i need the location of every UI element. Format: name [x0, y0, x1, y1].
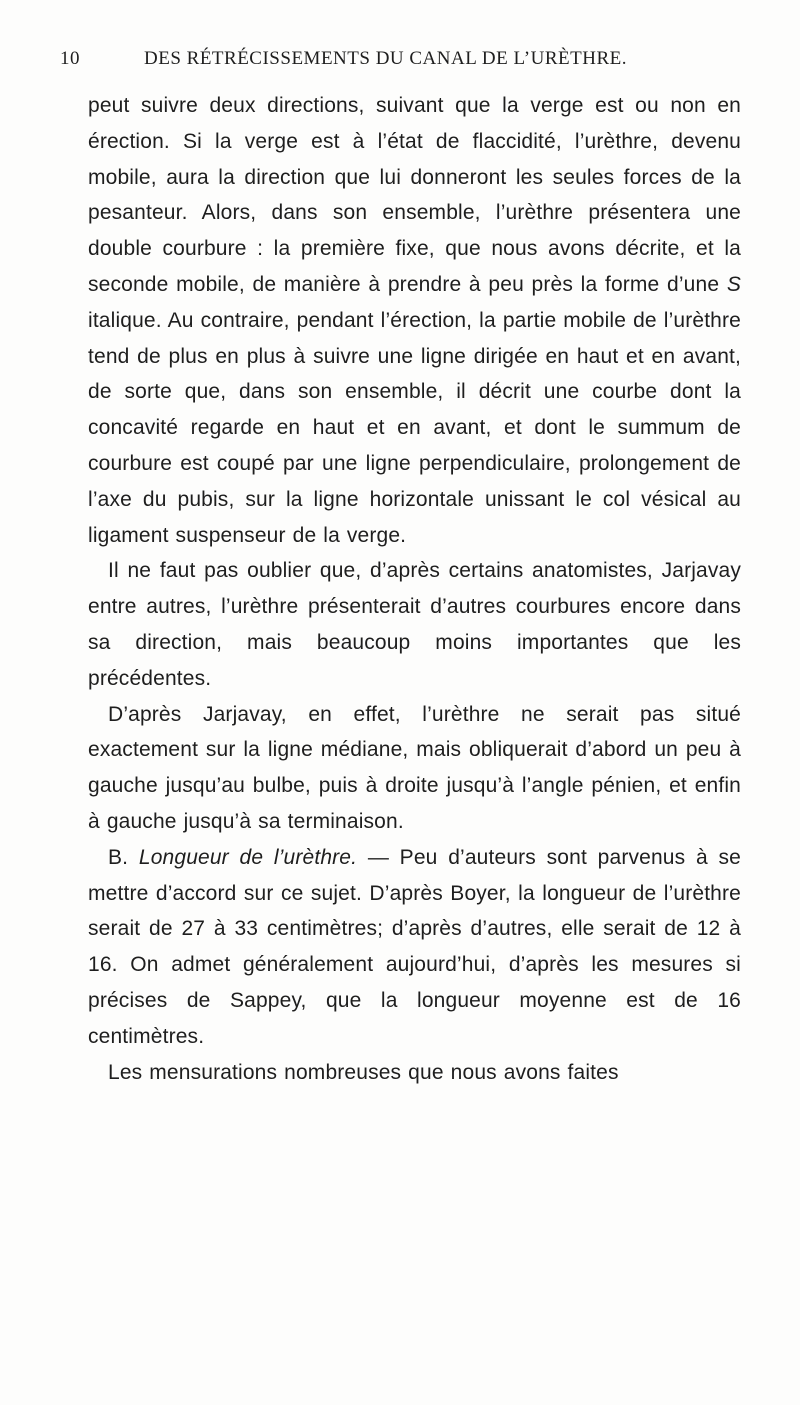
section-label: B. [108, 845, 129, 869]
paragraph-text: D’après Jarjavay, en effet, l’urèthre ne serait pas situé exactement sur la ligne médiane, mais obliquerait d’abord un peu à gauche jusqu’au bulbe, puis à droite jusqu’à l’angle pénien, et enfin à gauche jusqu’à sa terminaison. [88, 702, 741, 833]
page-number: 10 [60, 48, 80, 69]
paragraph-jarjavay-detail [88, 697, 741, 840]
paragraph-longueur [88, 840, 741, 1055]
paragraph-text-after: italique. Au contraire, pendant l’érection, la partie mobile de l’urèthre tend de plus en plus à suivre une ligne dirigée en haut et en avant, de sorte que, dans son ensemble, il décrit une courbe dont la concavité regarde en haut et en avant, et dont le summum de courbure est coupé par une ligne perpendiculaire, prolongement de l’axe du pubis, sur la ligne horizontale unissant le col vésical au ligament suspenseur de la verge. [88, 308, 741, 547]
paragraph-text: peut suivre deux directions, suivant que la verge est ou non en érection. Si la verge est à l’état de flaccidité, l’urèthre, devenu mobile, aura la direction que lui donneront les seules forces de la pesanteur. Alors, dans son ensemble, l’urèthre présentera une double courbure : la première fixe, que nous avons décrite, et la seconde mobile, de manière à prendre à peu près la forme d’une [88, 94, 741, 296]
paragraph-text: Il ne faut pas oublier que, d’après certains anatomistes, Jarjavay entre autres, l’urèthre présenterait d’autres courbures encore dans sa direction, mais beaucoup moins importantes que les précédentes. [88, 559, 741, 690]
paragraph-continuation [88, 88, 741, 553]
paragraph-mensurations [88, 1055, 741, 1091]
paragraph-text: — Peu d’auteurs sont parvenus à se mettre d’accord sur ce sujet. D’après Boyer, la longueur de l’urèthre serait de 27 à 33 centimètres; d’après d’autres, elle serait de 12 à 16. On admet généralement aujourd’hui, d’après les mesures si précises de Sappey, que la longueur moyenne est de 16 centimètres. [88, 845, 741, 1048]
paragraph-jarjavay-intro [88, 553, 741, 696]
running-header [60, 48, 740, 78]
body-text [88, 88, 741, 1090]
paragraph-text: Les mensurations nombreuses que nous avons faites [108, 1060, 619, 1084]
running-title: DES RÉTRÉCISSEMENTS DU CANAL DE L’URÈTHRE. [144, 48, 627, 69]
section-heading: Longueur de l’urèthre. [138, 845, 358, 869]
italic-letter: S [726, 272, 741, 296]
